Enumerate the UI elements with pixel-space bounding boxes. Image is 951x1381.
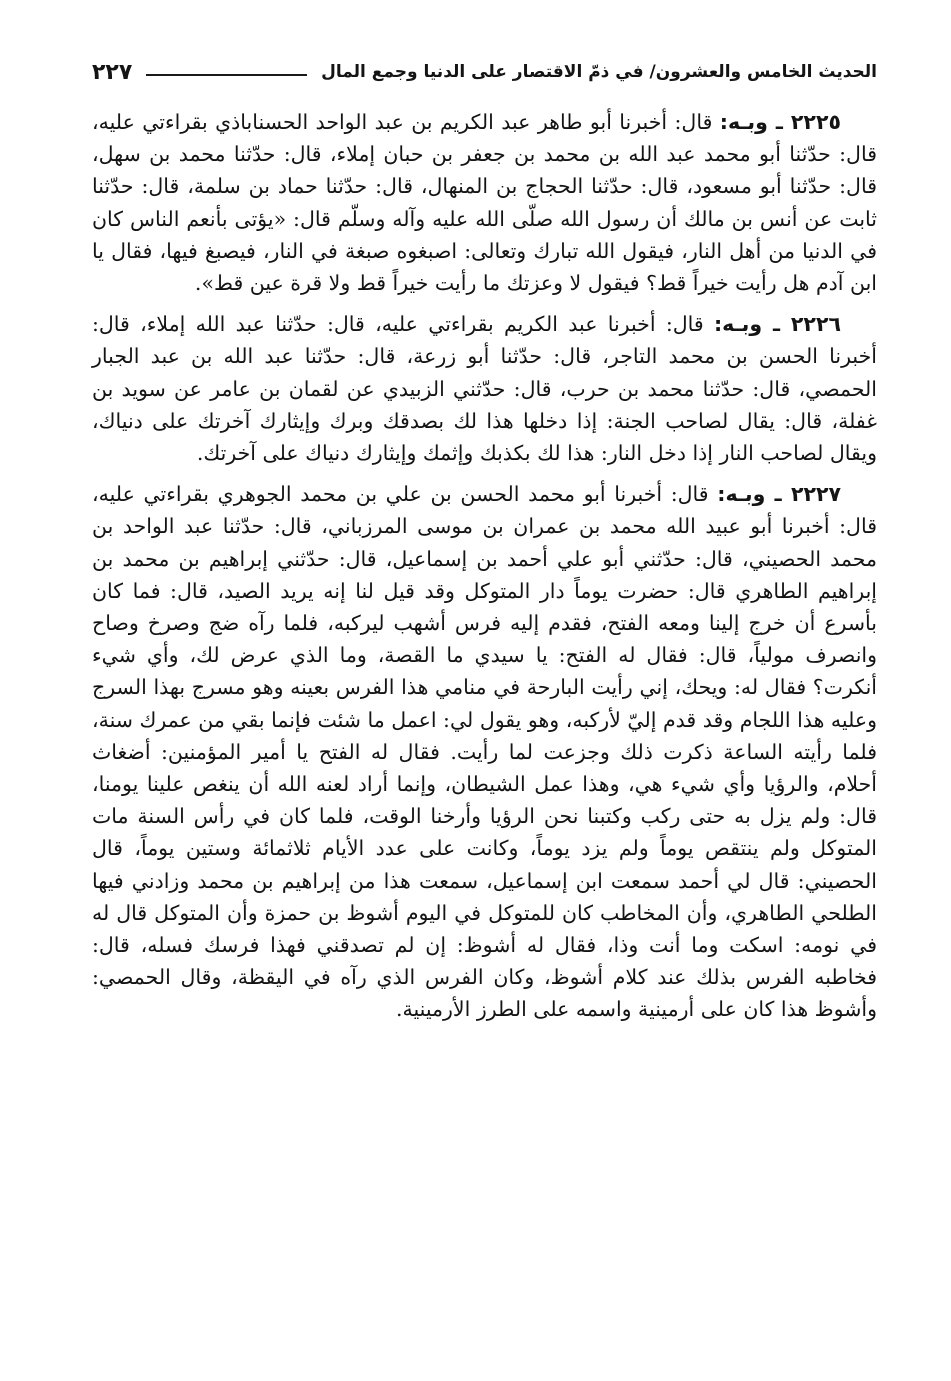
book-page (92, 52, 877, 1035)
hadith-2227 (92, 478, 877, 1025)
hadith-marker: ـ وبـه: (719, 110, 783, 134)
header-rule (146, 74, 307, 76)
page-number: ٢٢٧ (92, 59, 133, 85)
hadith-number-value: ٢٢٢٥ (790, 110, 841, 134)
hadith-marker: ـ وبـه: (713, 312, 780, 337)
hadith-marker: ـ وبـه: (717, 482, 782, 507)
hadith-number (714, 312, 841, 336)
hadith-text: قال: أخبرنا عبد الكريم بقراءتي عليه، قال: حدّثنا عبد الله إملاء، قال: أخبرنا الحسن بن محمد التاجر، قال: حدّثنا أبو زرعة، قال: حدّثنا عبد الله بن عبد الجبار الحمصي، قال: حدّثنا محمد بن حرب، قال: حدّثني الزبيدي عن لقمان بن عامر عن سويد بن غفلة، قال: يقال لصاحب الجنة: إذا دخلها هذا لك بصدقك وبرك وإيثارك آخرتك على دنياك، ويقال لصاحب النار إذا دخل النار: هذا لك بكذبك وإثمك وإيثارك دنياك على آخرتك. (92, 312, 877, 466)
hadith-number-value: ٢٢٢٦ (790, 312, 841, 337)
hadith-2225 (92, 106, 877, 299)
hadith-number (717, 482, 841, 506)
hadith-2226 (92, 308, 877, 469)
page-body (92, 106, 877, 1026)
chapter-title: الحديث الخامس والعشرون/ في ذمّ الاقتصار على الدنيا وجمع المال (321, 62, 877, 82)
hadith-number-value: ٢٢٢٧ (790, 482, 841, 507)
running-header (92, 52, 877, 92)
hadith-text: قال: أخبرنا أبو محمد الحسن بن علي بن محمد الجوهري بقراءتي عليه، قال: أخبرنا أبو عبيد الله محمد بن عمران بن موسى المرزباني، قال: حدّثنا عبد الواحد بن محمد الحصيني، قال: حدّثني أبو علي أحمد بن إسماعيل، قال: حدّثني إبراهيم بن محمد بن إبراهيم الطاهري قال: حضرت يوماً دار المتوكل وقد قيل لنا إنه يريد الصيد، قال: فما كان بأسرع أن خرج إلينا ومعه الفتح، فقدم إليه فرس أشهب ليركبه، فلما رآه ضج وصرخ وصاح وانصرف مولياً، قال: فقال له الفتح: يا سيدي ما القصة، وما الذي عرض لك، وأي شيء أنكرت؟ فقال له: ويحك، إني رأيت البارحة في منامي هذا الفرس بعينه وهو مسرج بهذا السرج وعليه هذا اللجام وقد قدم إليّ لأركبه، وهو يقول لي: اعمل ما شئت فإنما بقي من عمرك سنة، فلما رأيته الساعة ذكرت ذلك وجزعت لما رأيت. فقال له الفتح يا أمير المؤمنين: أضغاث أحلام، والرؤيا وأي شيء هي، وهذا عمل الشيطان، وإنما أراد لعنه الله أن ينغص علينا يومنا، قال: ولم يزل به حتى ركب وكتبنا نحن الرؤيا وأرخنا الوقت، فلما كان في رأس السنة مات المتوكل ولم ينتقص يوماً ولم يزد يوماً، وكانت على عدد الأيام ثلاثمائة وستين يوماً، قال الحصيني: قال لي أحمد سمعت ابن إسماعيل، سمعت هذا من إبراهيم بن محمد وزادني فيها الطلحي الطاهري، وأن المخاطب كان للمتوكل في اليوم أشوظ بن حمزة وأن المتوكل قال له في نومه: اسكت وما أنت وذا، فقال له أشوظ: إن لم تصدقني فهذا فرسك فسله، قال: فخاطبه الفرس بذلك عند كلام أشوظ، وكان الفرس الذي رآه في اليقظة، وقال الحمصي: وأشوظ هذا كان على أرمينية واسمه على الطرز الأرمينية. (92, 482, 877, 1022)
hadith-number (720, 110, 841, 134)
hadith-text: قال: أخبرنا أبو طاهر عبد الكريم بن عبد الواحد الحسناباذي بقراءتي عليه، قال: حدّثنا أبو محمد عبد الله بن محمد بن جعفر بن حبان إملاء، قال: حدّثنا محمد بن سهل، قال: حدّثنا أبو مسعود، قال: حدّثنا الحجاج بن المنهال، قال: حدّثنا حماد بن سلمة، قال: حدّثنا ثابت عن أنس بن مالك أن رسول الله صلّى الله عليه وآله وسلّم قال: «يؤتى بأنعم الناس كان في الدنيا من أهل النار، فيقول الله تبارك وتعالى: اصبغوه صبغة في النار، فيصبغ فيها، فقال يا ابن آدم هل رأيت خيراً قط؟ فيقول لا وعزتك ما رأيت خيراً قط ولا قرة عين قط». (92, 110, 877, 296)
